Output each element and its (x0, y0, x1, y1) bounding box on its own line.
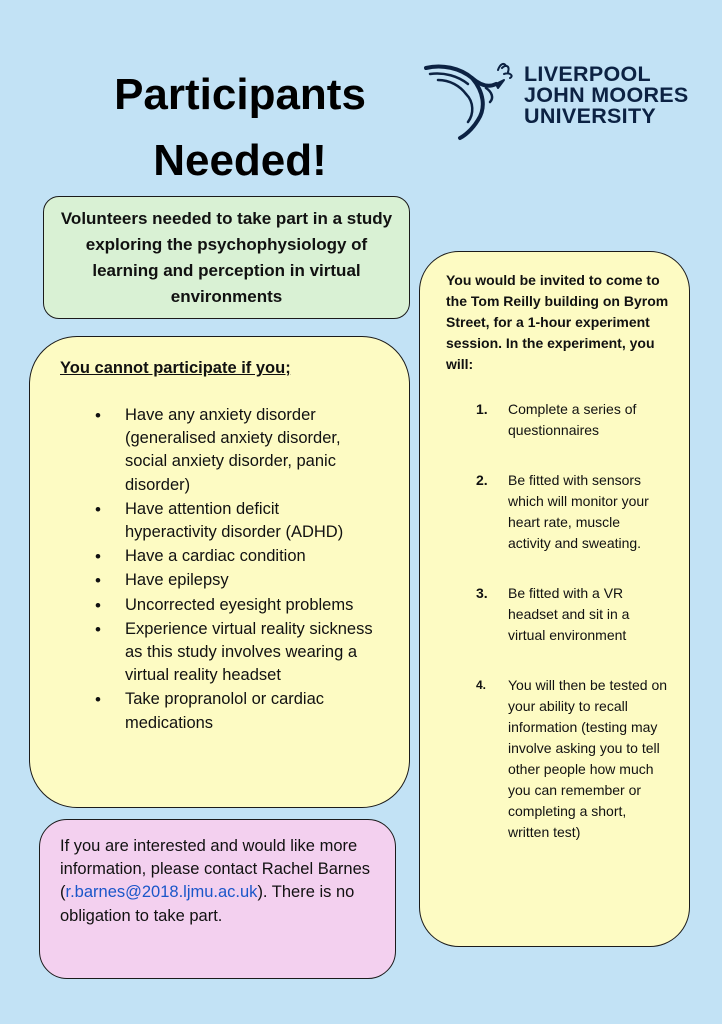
procedure-steps (446, 399, 677, 843)
exclusion-item: • Have attention deficit hyperactivity disorder (ADHD) (125, 498, 375, 544)
step-text: You will then be tested on your ability to recall information (testing may involve asking you to tell other people how much you can remember or completing a short, written test) (508, 677, 668, 840)
logo-line-3: UNIVERSITY (524, 104, 657, 128)
exclusion-item: • Have a cardiac condition (125, 545, 375, 568)
study-summary-text: Volunteers needed to take part in a study exploring the psychophysiology of learning and perception in virtual environments (60, 208, 393, 306)
logo-wordmark (524, 64, 689, 127)
logo-line-1: LIVERPOOL (524, 62, 651, 86)
exclusion-heading: You cannot participate if you; (60, 359, 291, 377)
procedure-step (446, 583, 663, 646)
logo-line-2: JOHN MOORES (524, 83, 689, 107)
exclusion-item: • Have epilepsy (125, 569, 375, 592)
procedure-step (446, 399, 663, 441)
procedure-step (446, 675, 668, 843)
step-number: 3. (476, 585, 488, 601)
title-line-1: Participants (114, 70, 366, 119)
exclusion-item: • Have any anxiety disorder (generalised anxiety disorder, social anxiety disorder, panic disorder) (125, 404, 375, 497)
page-title (90, 62, 390, 194)
exclusion-list (60, 404, 389, 735)
step-number: 4. (476, 678, 487, 692)
exclusion-item: • Take propranolol or cardiac medications (125, 688, 375, 734)
procedure-step (446, 470, 663, 554)
step-number: 1. (476, 401, 488, 417)
procedure-box (419, 251, 690, 947)
university-logo (420, 58, 710, 148)
liverbird-icon (420, 58, 520, 142)
contact-text-after: ). There is no obligation to take part. (60, 883, 355, 925)
contact-box (39, 819, 396, 979)
exclusion-item: • Experience virtual reality sickness as this study involves wearing a virtual reality headset (125, 618, 375, 688)
title-line-2: Needed! (153, 136, 327, 185)
exclusion-criteria-box (29, 336, 410, 808)
step-text: Complete a series of questionnaires (508, 401, 637, 438)
study-summary-box (43, 196, 410, 319)
contact-text-before: If you are interested and would like more information, please contact Rachel Barnes ( (60, 837, 371, 902)
contact-email-link[interactable]: r.barnes@2018.ljmu.ac.uk (65, 883, 258, 902)
step-text: Be fitted with sensors which will monitor your heart rate, muscle activity and sweating. (508, 472, 649, 551)
step-number: 2. (476, 472, 488, 488)
procedure-intro: You would be invited to come to the Tom Reilly building on Byrom Street, for a 1-hour experiment session. In the experiment, you will: (446, 272, 669, 372)
step-text: Be fitted with a VR headset and sit in a virtual environment (508, 585, 630, 643)
exclusion-item: • Uncorrected eyesight problems (125, 594, 375, 617)
